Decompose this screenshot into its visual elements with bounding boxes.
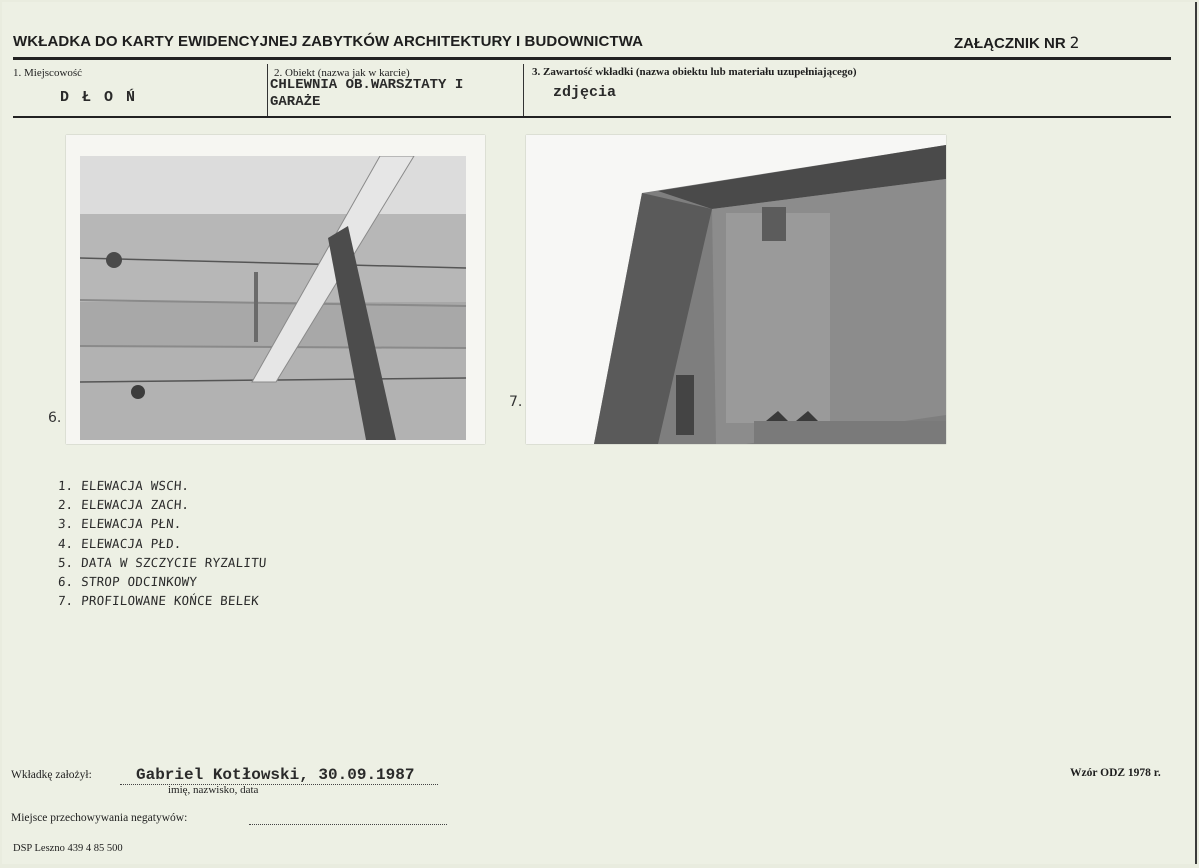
legend-item: 6. STROP ODCINKOWY — [57, 574, 198, 590]
photo-6-image — [80, 156, 466, 440]
object-label: 2. Obiekt (nazwa jak w karcie) — [274, 67, 410, 79]
contents-value: zdjęcia — [553, 84, 617, 101]
photo-6-ceiling — [66, 135, 485, 444]
legend-item: 3. ELEWACJA PŁN. — [57, 516, 183, 532]
photo-7-eaves — [526, 135, 946, 444]
annex-label — [954, 33, 1079, 52]
inventory-card-insert — [2, 2, 1197, 864]
legend-item: 5. DATA W SZCZYCIE RYZALITU — [57, 554, 268, 570]
contents-label: 3. Zawartość wkładki (nazwa obiektu lub materiału uzupełniającego) — [532, 66, 857, 78]
object-value-line1: CHLEWNIA OB.WARSZTATY I — [270, 77, 464, 93]
legend-item: 7. PROFILOWANE KOŃCE BELEK — [57, 593, 260, 609]
founder-sub-label: imię, nazwisko, data — [168, 784, 259, 796]
annex-label-text: ZAŁĄCZNIK NR — [954, 35, 1066, 52]
photo-legend — [58, 476, 267, 610]
legend-item: 4. ELEWACJA PŁD. — [57, 535, 183, 551]
fields-rule — [13, 116, 1171, 118]
form-code: Wzór ODZ 1978 r. — [1070, 767, 1161, 779]
founder-value: Gabriel Kotłowski, 30.09.1987 — [136, 766, 415, 784]
header-rule — [13, 57, 1171, 60]
locality-value: D Ł O Ń — [60, 89, 138, 106]
storage-label: Miejsce przechowywania negatywów: — [11, 812, 188, 824]
photo-7-image — [526, 135, 946, 444]
storage-line — [249, 824, 447, 825]
locality-label: 1. Miejscowość — [13, 67, 83, 79]
founder-label: Wkładkę założył: — [11, 769, 92, 781]
form-title: WKŁADKA DO KARTY EWIDENCYJNEJ ZABYTKÓW ARCHITEKTURY I BUDOWNICTWA — [13, 33, 644, 50]
field-separator — [267, 64, 268, 116]
object-value-line2: GARAŻE — [270, 94, 321, 110]
print-code: DSP Leszno 439 4 85 500 — [13, 843, 123, 854]
photo-6-number: 6. — [48, 410, 62, 426]
legend-item: 2. ELEWACJA ZACH. — [57, 497, 190, 513]
field-separator — [523, 64, 524, 116]
legend-item: 1. ELEWACJA WSCH. — [57, 478, 190, 493]
annex-number: 2 — [1069, 33, 1080, 52]
photo-7-number: 7. — [509, 394, 523, 410]
